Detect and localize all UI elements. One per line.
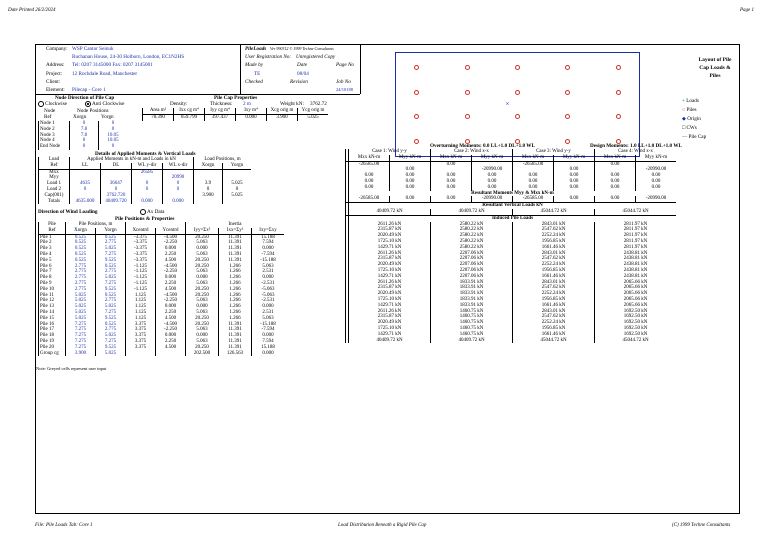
induced-row: 2020.49 kN 2207.06 kN 2252.24 kN 2438.81 kN: [346, 262, 677, 268]
pile-row: Pile 15 5.025 9.525 1.125 4.500 20.250 1.266 5.063: [39, 316, 285, 322]
load-marker: ×: [505, 99, 510, 108]
thickness-label: Thickness:: [210, 101, 233, 107]
opt-clockwise[interactable]: Clockwise: [38, 101, 67, 107]
job-no-label: Job No: [336, 79, 351, 85]
legend-loads: Loads: [686, 98, 699, 104]
company-label: Company:: [46, 46, 68, 52]
checked-label: Checked: [245, 79, 263, 85]
made-by-value[interactable]: TE: [254, 71, 261, 77]
moment-row: 0.00 -20990.00 0.00 -20990.00: [346, 167, 677, 173]
moment-row: -26585.00 0.00 -26585.00 0.00: [346, 161, 677, 167]
induced-row: 2611.26 kN 2207.06 kN 2843.01 kN 2438.81 kN: [346, 251, 677, 257]
induced-row: 1725.10 kN 1460.75 kN 1956.85 kN 1692.50 kN: [346, 326, 677, 332]
pile-row: Pile 13 5.025 5.025 1.125 0.000 0.000 1.266 0.000: [39, 304, 285, 310]
induced-row: 2611.26 kN 2580.22 kN 2843.01 kN 2811.97 kN: [346, 222, 677, 228]
pile-marker: [616, 114, 621, 119]
induced-row: 1725.10 kN 2207.06 kN 1956.85 kN 2438.81 kN: [346, 268, 677, 274]
weight-value: 3762.72: [310, 101, 327, 107]
wind-title: Direction of Wind Loading: [38, 209, 98, 215]
date-printed: Date Printed 26/2/2024: [8, 8, 56, 13]
moments-design-title: Design Moments: 1.0 LL+1.0 DL+1.0 WL: [590, 143, 682, 149]
reg-label: User Registration No:: [245, 54, 292, 60]
pile-row: Pile 10 2.775 9.525 -1.125 4.500 20.250 1.266 -5.063: [39, 287, 285, 293]
applied-row: Load 2 0 0 0 0 0 0: [39, 187, 252, 193]
induced-row: 2315.87 kN 2207.06 kN 2547.62 kN 2438.81 kN: [346, 256, 677, 262]
address-label: Address:: [46, 62, 65, 68]
legend-cws: CWs: [686, 125, 697, 131]
radio-clockwise[interactable]: [38, 101, 44, 107]
program-version: Ver 990312 © 1999 Techne Consultants: [270, 46, 334, 51]
thickness-value[interactable]: 2 m: [243, 101, 251, 107]
pile-marker: [465, 90, 470, 95]
pile-marker: [414, 90, 419, 95]
node-row: End Node 0 0: [39, 144, 128, 150]
wind-opt-ax[interactable]: Ax Data: [140, 209, 164, 215]
reg-value: Unregistered Copy: [296, 54, 336, 60]
legend-origin: Origin: [687, 116, 701, 122]
col-xorgn: Xorgn: [73, 114, 87, 120]
pile-row: Pile 16 7.275 0.525 3.375 -4.500 20.250 11.391 -15.188: [39, 322, 285, 328]
made-by-label: Made by: [245, 62, 264, 68]
footer-title: Load Distribution Beneath a Rigid Pile Cap: [338, 523, 427, 528]
pile-row: Pile 9 2.775 7.275 -1.125 2.250 5.063 1.266 -2.531: [39, 281, 285, 287]
induced-row: 1725.10 kN 2580.22 kN 1956.85 kN 2811.97 kN: [346, 239, 677, 245]
date-label: Date: [297, 62, 308, 68]
applied-row: Load 1 4635 36647 0 0 3.9 5.025: [39, 181, 252, 187]
company-value[interactable]: WSP Cantor Seinuk: [72, 46, 114, 52]
node-row: Node 1 0 0: [39, 121, 128, 127]
induced-row: 2315.87 kN 1833.91 kN 2547.62 kN 2065.66 kN: [346, 285, 677, 291]
induced-row: 1725.10 kN 1833.91 kN 1956.85 kN 2065.66 kN: [346, 297, 677, 303]
moment-row: 0.00 0.00 0.00 0.00 0.00 0.00 0.00 0.00: [346, 185, 677, 191]
pile-row: Pile 19 7.275 7.275 3.375 2.250 5.063 11.391 7.594: [39, 339, 285, 345]
job-no-value[interactable]: 24/10188: [336, 87, 354, 92]
pile-row: Pile 6 2.775 0.525 -1.125 -4.500 20.250 1.266 5.063: [39, 264, 285, 270]
induced-row: 1429.71 kN 1460.75 kN 1661.46 kN 1692.50 kN: [346, 332, 677, 338]
applied-row: Mxx 26585: [39, 169, 252, 175]
pile-row: Pile 17 7.275 2.775 3.375 -2.250 5.063 11.391 -7.594: [39, 327, 285, 333]
induced-row: 2315.87 kN 2580.22 kN 2547.62 kN 2811.97 kN: [346, 227, 677, 233]
legend-pile-cap: Pile Cap: [688, 134, 707, 140]
footer-file: File: Pile Loads Tab: Core 1: [35, 523, 93, 528]
col-yorgn: Yorgn: [101, 114, 114, 120]
pile-marker: [465, 114, 470, 119]
pile-row: Pile 11 5.025 0.525 1.125 -4.500 20.250 1.266 -5.063: [39, 293, 285, 299]
program-name: PileLoads: [245, 46, 267, 52]
pile-marker: [465, 65, 470, 70]
pile-row: Pile 8 2.775 5.025 -1.125 0.000 0.000 1.266 0.000: [39, 275, 285, 281]
pile-row: Pile 3 0.525 5.025 -3.375 0.000 0.000 11.391 0.000: [39, 246, 285, 252]
induced-row: 1429.71 kN 2580.22 kN 1661.46 kN 2811.97 kN: [346, 245, 677, 251]
footer-copyright: (C) 1999 Techne Consultants: [672, 523, 731, 528]
legend-piles: Piles: [686, 107, 697, 113]
opt-anticlockwise[interactable]: Anti Clockwise: [85, 101, 124, 107]
pile-row: Pile 2 0.525 2.775 -3.375 -2.250 5.063 11.391 7.594: [39, 240, 285, 246]
pile-row: Group cg 3.900 5.025 202.500 126.563 0.000: [39, 351, 285, 357]
piles-title: Pile Positions & Properties: [115, 216, 175, 222]
induced-row: 2315.87 kN 1460.75 kN 2547.62 kN 1692.50 kN: [346, 314, 677, 320]
element-label: Element:: [46, 87, 65, 93]
node-direction-title: Node Direction of Pile Cap: [55, 95, 115, 101]
pile-row: Pile 14 5.025 7.275 1.125 2.250 5.063 1.266 2.531: [39, 310, 285, 316]
address-line2[interactable]: Tel: 0207 3145000 Fax: 0207 3145001: [72, 62, 153, 68]
address-line1[interactable]: Buchanan House, 24-30 Holborn, London, EC1N2HS: [72, 54, 185, 60]
col-node-positions: Node Positions: [77, 108, 109, 114]
date-value[interactable]: 08/04: [297, 71, 309, 77]
pile-row: Pile 12 5.025 2.775 1.125 -2.250 5.063 1.266 -2.531: [39, 298, 285, 304]
pile-row: Pile 4 0.525 7.275 -3.375 2.250 5.063 11.391 -7.594: [39, 252, 285, 258]
pile-marker: [515, 90, 520, 95]
page-no-label: Page No: [336, 62, 355, 68]
pile-marker: [616, 65, 621, 70]
applied-row: Totals 4635.000 40409.720 0.000 0.000: [39, 199, 252, 205]
pile-row: Pile 5 0.525 9.525 -3.375 4.500 20.250 11.391 -15.188: [39, 258, 285, 264]
pile-row: Pile 7 2.775 2.775 -1.125 -2.250 5.063 1.266 2.531: [39, 269, 285, 275]
col-ref: Ref: [44, 114, 52, 120]
moment-row: 0.00 0.00 0.00 0.00 0.00 0.00 0.00 0.00: [346, 173, 677, 179]
moments-over-title: Overturning Moments: 0.0 LL+1.0 DL+1.0 WL: [430, 143, 535, 149]
project-label: Project:: [46, 71, 63, 77]
pile-marker: [616, 90, 621, 95]
pile-row: Pile 1 0.525 0.525 -3.375 -4.500 20.250 11.391 15.188: [39, 234, 285, 240]
induced-row: 2611.26 kN 1833.91 kN 2843.01 kN 2065.66 kN: [346, 280, 677, 286]
client-label: Client:: [46, 79, 61, 85]
layout-legend: + Loads ○ Piles ◆ Origin □ CWs — Pile Cap: [682, 98, 707, 140]
note: Note: Greyed cells represent user input: [36, 366, 107, 371]
induced-row: 2020.49 kN 1833.91 kN 2252.24 kN 2065.66 kN: [346, 291, 677, 297]
node-row: Node 2 7.8 0: [39, 127, 128, 133]
element-value[interactable]: Pilecap - Core 1: [72, 87, 106, 93]
pile-cap-props-title: Pile Cap Properties: [214, 95, 258, 101]
induced-row: 40409.72 kN 40409.72 kN 45044.72 kN 45044.72 kN: [346, 338, 677, 344]
radio-anticlockwise[interactable]: [85, 101, 91, 107]
weight-label: Weight kN:: [280, 101, 304, 107]
radio-ax-data[interactable]: [140, 209, 146, 215]
col-node: Node: [44, 108, 56, 114]
page-label: Page 1: [740, 8, 755, 13]
node-row: Node 3 7.8 10.05: [39, 133, 128, 139]
applied-title: Details of Applied Moments & Vertical Loads: [95, 151, 196, 157]
applied-row: Myy 20990: [39, 175, 252, 181]
induced-row: 2020.49 kN 1460.75 kN 2252.24 kN 1692.50 kN: [346, 320, 677, 326]
induced-row: 1429.71 kN 1833.91 kN 1661.46 kN 2065.66 kN: [346, 303, 677, 309]
layout-title: Layout of Pile Cap Loads & Piles: [698, 57, 732, 79]
pile-row: Pile 20 7.275 9.525 3.375 4.500 20.250 11.391 15.188: [39, 345, 285, 351]
induced-row: 2611.26 kN 1460.75 kN 2843.01 kN 1692.50 kN: [346, 309, 677, 315]
pile-row: Pile 18 7.275 5.025 3.375 0.000 0.000 11.391 0.000: [39, 333, 285, 339]
vertical-row: 40409.72 kN 40409.72 kN 45044.72 kN 45044.72 kN: [346, 209, 677, 215]
resultant-row: -26585.00 0.00 0.00 -20990.00 -26585.00 0.00 0.00 -20990.00: [346, 196, 677, 202]
applied-row: Cap(001) 3762.720 3.900 5.025: [39, 193, 252, 199]
project-value[interactable]: 12 Rochdale Road, Manchester: [72, 71, 138, 77]
pile-layout-plot: [395, 52, 640, 157]
node-row: Node 4 0 10.05: [39, 138, 128, 144]
induced-row: 1429.71 kN 2207.06 kN 1661.46 kN 2438.81 kN: [346, 274, 677, 280]
revision-label: Revision: [290, 79, 308, 85]
density-label: Density:: [170, 101, 188, 107]
induced-row: 2020.49 kN 2580.22 kN 2252.24 kN 2811.97 kN: [346, 233, 677, 239]
moment-row: 0.00 0.00 0.00 0.00 0.00 0.00 0.00 0.00: [346, 179, 677, 185]
